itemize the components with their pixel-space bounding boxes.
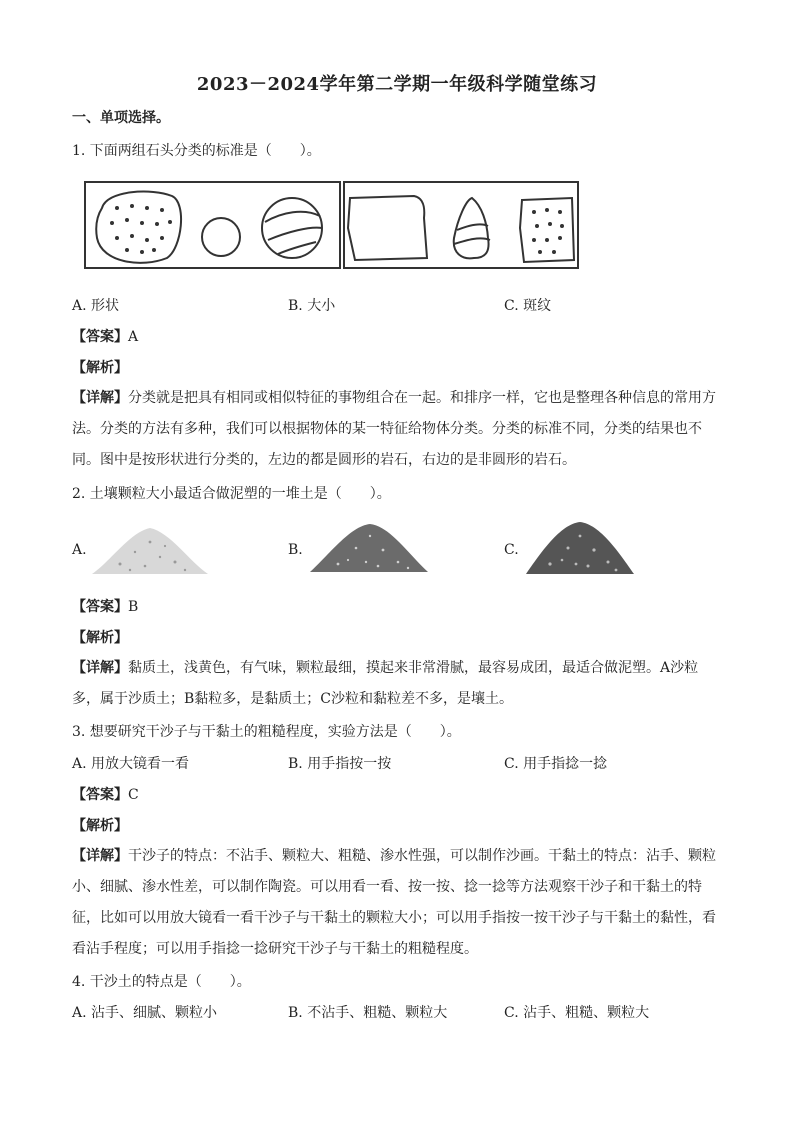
- q1-answer: [72, 327, 138, 347]
- q1-stem: 1. 下面两组石头分类的标准是（ ）。: [72, 143, 321, 159]
- q3-detail: [72, 841, 722, 965]
- q2-option-b: B.: [288, 542, 303, 558]
- q3-detail-text: 干沙子的特点：不沾手、颗粒大、粗糙、渗水性强，可以制作沙画。干黏土的特点：沾手、颗粒小、细腻、渗水性差，可以制作陶瓷。可以用看一看、按一按、捻一捻等方法观察干沙子和干黏土的特征，比如可以用放大镜看一看干沙子与干黏土的颗粒大小；可以用手指按一按干沙子与干黏土的黏性，看看沾手程度；可以用手指捻一捻研究干沙子与干黏土的粗糙程度。: [72, 848, 716, 957]
- answer-tag: 【答案】: [72, 329, 128, 345]
- q3-answer: [72, 785, 139, 805]
- q2-answer-value: B: [128, 599, 139, 615]
- q3-option-a: A. 用放大镜看一看: [72, 756, 190, 772]
- section-heading: 一、单项选择。: [72, 110, 170, 126]
- q1-detail-text: 分类就是把具有相同或相似特征的事物组合在一起。和排序一样，它也是整理各种信息的常用方法。分类的方法有多种，我们可以根据物体的某一特征给物体分类。分类的标准不同，分类的结果也不同。图中是按形状进行分类的，左边的都是圆形的岩石，右边的是非圆形的岩石。: [72, 390, 716, 468]
- q4-option-a: A. 沾手、细腻、颗粒小: [72, 1005, 218, 1021]
- page-title: 2023－2024学年第二学期一年级科学随堂练习: [196, 74, 598, 95]
- detail-tag: 【详解】: [72, 660, 128, 676]
- q1-option-a: A. 形状: [72, 298, 120, 314]
- q3-analysis-tag: 【解析】: [72, 818, 128, 834]
- q1-detail: [72, 383, 722, 476]
- q3-answer-value: C: [128, 787, 139, 803]
- q1-answer-value: A: [128, 329, 139, 345]
- q3-option-b: B. 用手指按一按: [288, 756, 392, 772]
- q2-answer: [72, 597, 138, 617]
- detail-tag: 【详解】: [72, 848, 128, 864]
- q1-option-c: C. 斑纹: [504, 298, 552, 314]
- q2-stem: 2. 土壤颗粒大小最适合做泥塑的一堆土是（ ）。: [72, 486, 391, 502]
- q1-analysis-tag: 【解析】: [72, 360, 128, 376]
- detail-tag: 【详解】: [72, 390, 128, 406]
- q4-option-b: B. 不沾手、粗糙、颗粒大: [288, 1005, 448, 1021]
- q2-option-c: C.: [504, 542, 519, 558]
- q4-option-c: C. 沾手、粗糙、颗粒大: [504, 1005, 650, 1021]
- q2-option-a: A.: [72, 542, 87, 558]
- soil-pile-a-image: [90, 522, 210, 578]
- q3-stem: 3. 想要研究干沙子与干黏土的粗糙程度，实验方法是（ ）。: [72, 724, 461, 740]
- soil-pile-c-image: [524, 518, 636, 578]
- q2-analysis-tag: 【解析】: [72, 630, 128, 646]
- soil-pile-b-image: [308, 520, 430, 576]
- answer-tag: 【答案】: [72, 787, 128, 803]
- q2-detail: [72, 653, 722, 715]
- q1-option-b: B. 大小: [288, 298, 336, 314]
- q2-detail-text: 黏质土，浅黄色，有气味，颗粒最细，摸起来非常滑腻，最容易成团，最适合做泥塑。A沙粒多，属于沙质土；B黏粒多，是黏质土；C沙粒和黏粒差不多，是壤土。: [72, 660, 699, 707]
- q3-option-c: C. 用手指捻一捻: [504, 756, 608, 772]
- q4-stem: 4. 干沙土的特点是（ ）。: [72, 974, 251, 990]
- answer-tag: 【答案】: [72, 599, 128, 615]
- stones-figure: [82, 178, 582, 272]
